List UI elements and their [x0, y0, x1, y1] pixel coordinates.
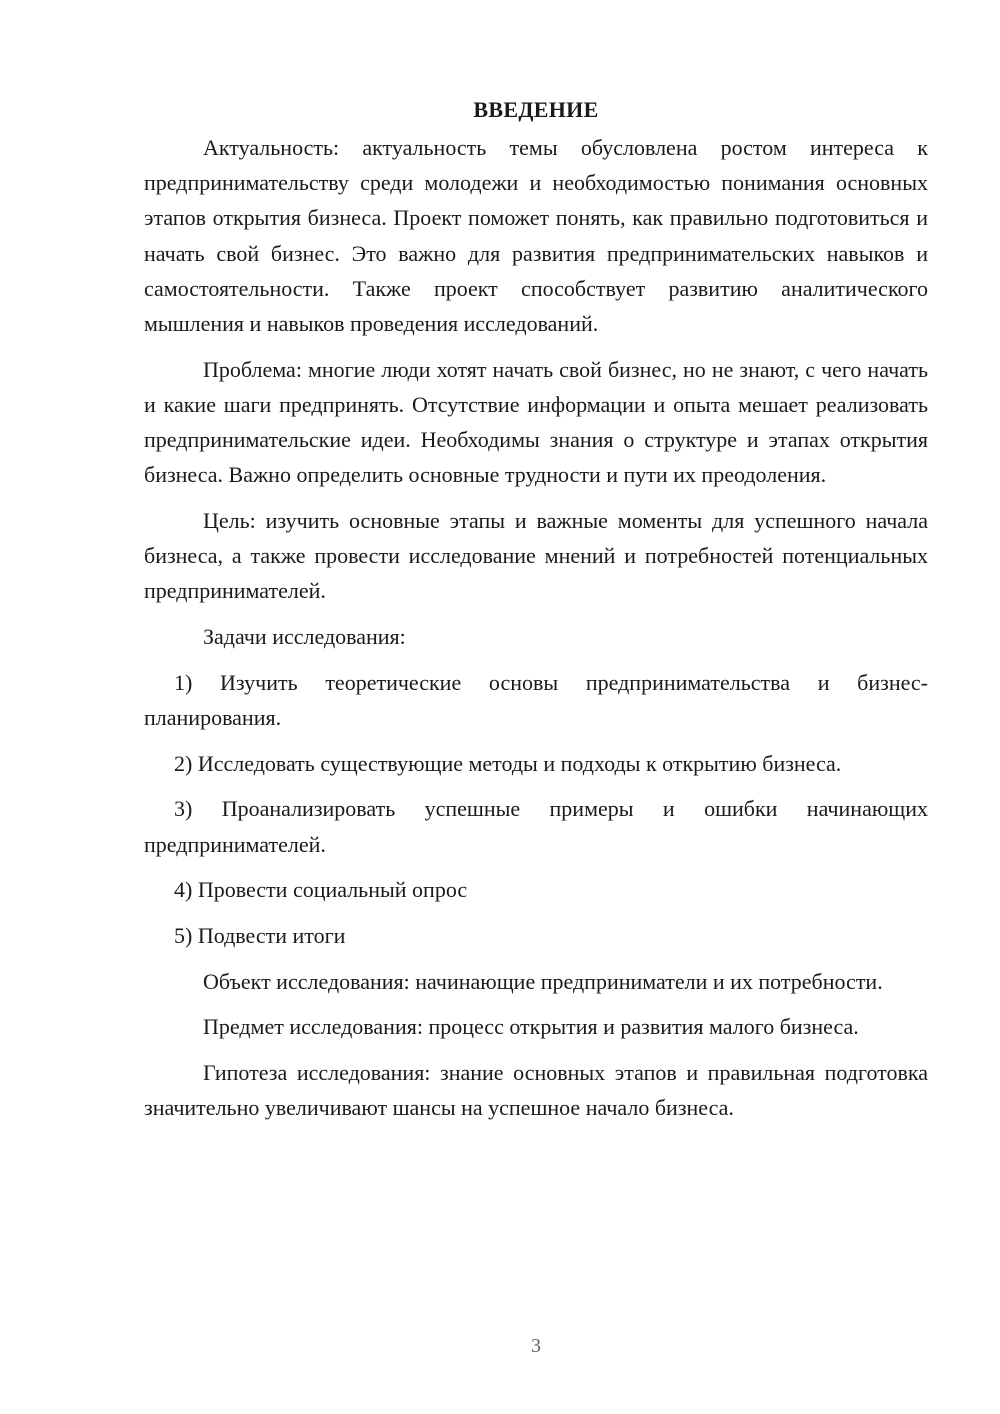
problem-paragraph: Проблема: многие люди хотят начать свой бизнес, но не знают, с чего начать и какие шаги предпринять. Отсутствие информации и опыта мешает реализовать предпринимательские идеи. Необходимы знания о структуре и этапах открытия бизнеса. Важно определить основные трудности и пути их преодоления. — [144, 356, 928, 488]
relevance-paragraph: Актуальность: актуальность темы обусловлена ростом интереса к предпринимательству среди молодежи и необходимостью понимания основных этапов открытия бизнеса. Проект поможет понять, как правильно подготовиться и начать свой бизнес. Это важно для развития предпринимательских навыков и самостоятельности. Также проект способствует развитию аналитического мышления и навыков проведения исследований. — [144, 135, 928, 337]
task-item: 2) Исследовать существующие методы и подходы к открытию бизнеса. — [174, 750, 842, 776]
hypothesis-paragraph: Гипотеза исследования: знание основных этапов и правильная подготовка значительно увеличивают шансы на успешное начало бизнеса. — [144, 1060, 928, 1121]
page-number: 3 — [531, 1335, 541, 1357]
goal-paragraph: Цель: изучить основные этапы и важные моменты для успешного начала бизнеса, а также провести исследование мнений и потребностей потенциальных предпринимателей. — [144, 508, 928, 604]
object-paragraph: Объект исследования: начинающие предприниматели и их потребности. — [203, 968, 883, 994]
subject-paragraph: Предмет исследования: процесс открытия и развития малого бизнеса. — [203, 1014, 859, 1040]
section-heading: ВВЕДЕНИЕ — [473, 97, 599, 122]
document-page — [144, 92, 928, 1136]
task-item: 1) Изучить теоретические основы предпринимательства и бизнес-планирования. — [144, 669, 928, 731]
tasks-heading: Задачи исследования: — [203, 624, 406, 650]
task-item: 3) Проанализировать успешные примеры и ошибки начинающих предпринимателей. — [144, 796, 928, 857]
task-item: 4) Провести социальный опрос — [174, 877, 468, 903]
task-item: 5) Подвести итоги — [174, 923, 346, 949]
